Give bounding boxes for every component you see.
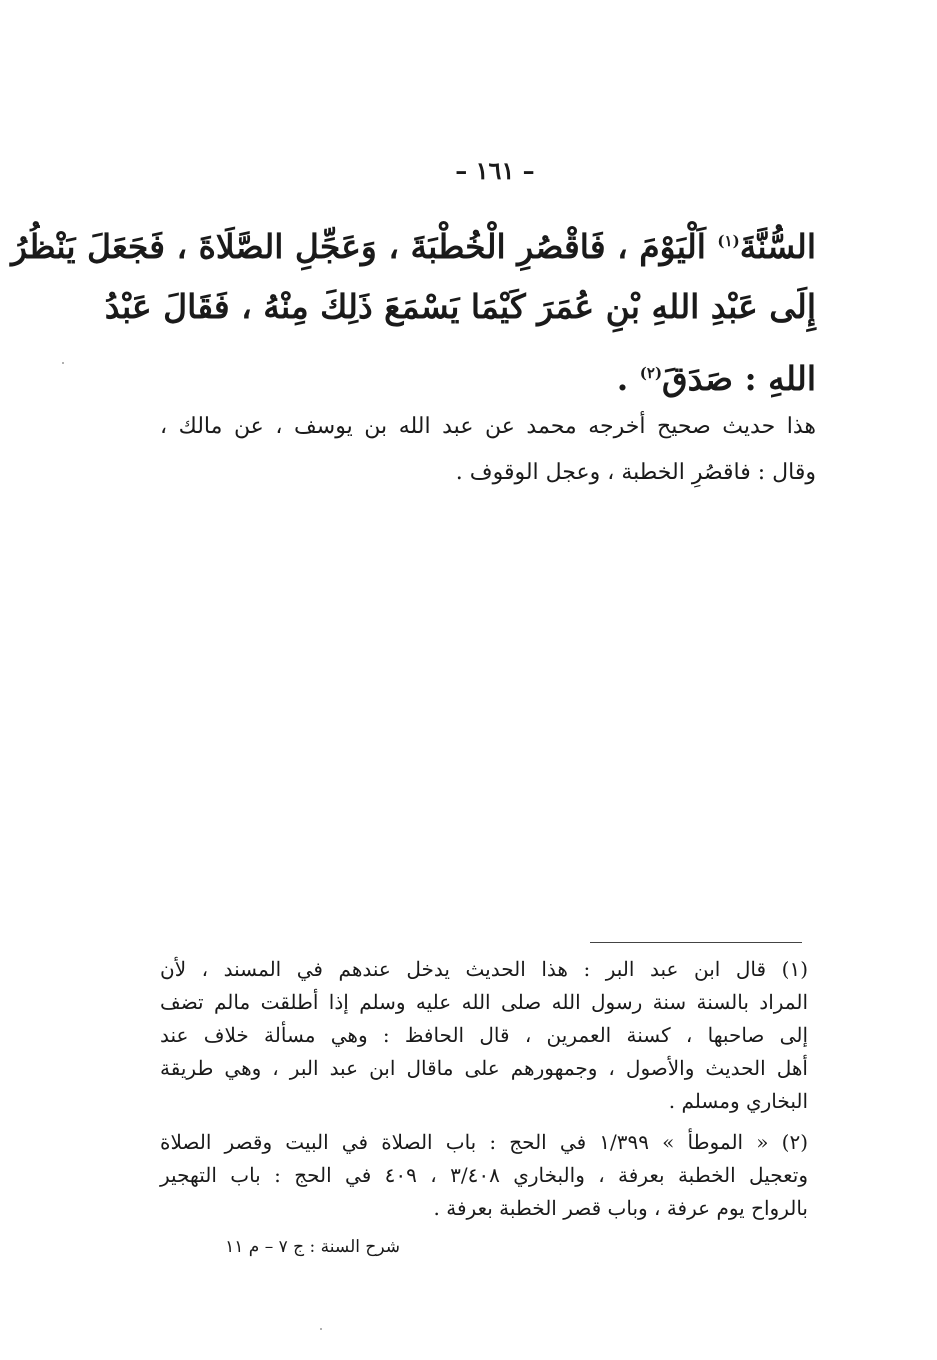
- footnote-line: أهل الحديث والأصول ، وجمهورهم على ماقال ابن عبد البر ، وهي طريقة: [160, 1056, 808, 1080]
- footnote-2: [160, 1126, 808, 1225]
- commentary-paragraph: [160, 404, 816, 496]
- signature-mark: شرح السنة : ج ٧ – م ١١: [225, 1237, 400, 1257]
- scan-speck: [62, 362, 64, 364]
- footnote-line: (١) قال ابن عبد البر : هذا الحديث يدخل عندهم في المسند ، لأن: [160, 957, 808, 981]
- footnote-line: المراد بالسنة سنة رسول الله صلى الله عليه وسلم إذا أطلقت مالم تضف: [160, 990, 808, 1014]
- hadith-line: اللهِ : صَدَقَ$^{(٢)}$ .: [616, 359, 816, 398]
- footnote-1: [160, 953, 808, 1118]
- page-number: – ١٦١ –: [455, 156, 535, 185]
- commentary-line: وقال : فاقصُرِ الخطبة ، وعجل الوقوف .: [455, 460, 816, 485]
- footnote-ref: (٢): [639, 364, 663, 382]
- footnote-line: (٢) « الموطأ » ١/٣٩٩ في الحج : باب الصلاة في البيت وقصر الصلاة: [160, 1130, 808, 1154]
- footnote-line: بالرواح يوم عرفة ، وباب قصر الخطبة بعرفة .: [433, 1196, 808, 1220]
- footnote-ref: (١): [717, 232, 740, 250]
- commentary-line: هذا حديث صحيح أخرجه محمد عن عبد الله بن يوسف ، عن مالك ،: [160, 414, 816, 439]
- footnote-line: إلى صاحبها ، كسنة العمرين ، قال الحافظ : وهي مسألة خلاف عند: [160, 1023, 808, 1047]
- footnotes: [160, 953, 808, 1233]
- footnote-line: وتعجيل الخطبة بعرفة ، والبخاري ٣/٤٠٨ ، ٤٠٩ في الحج : باب التهجير: [160, 1163, 809, 1187]
- hadith-text: [11, 208, 816, 406]
- scan-speck: [320, 1328, 322, 1330]
- hadith-line: السُّنَّةَ$^{(١)}$ اَلْيَوْمَ ، فَاقْصُرِ الْخُطْبَةَ ، وَعَجِّلِ الصَّلَاةَ ، فَجَعَلَ يَنْظُرُ: [11, 227, 816, 266]
- footnote-line: البخاري ومسلم .: [668, 1089, 808, 1113]
- footnote-separator: [590, 942, 802, 943]
- hadith-line: إِلَى عَبْدِ اللهِ بْنِ عُمَرَ كَيْمَا يَسْمَعَ ذَلِكَ مِنْهُ ، فَقَالَ عَبْدُ: [104, 287, 816, 326]
